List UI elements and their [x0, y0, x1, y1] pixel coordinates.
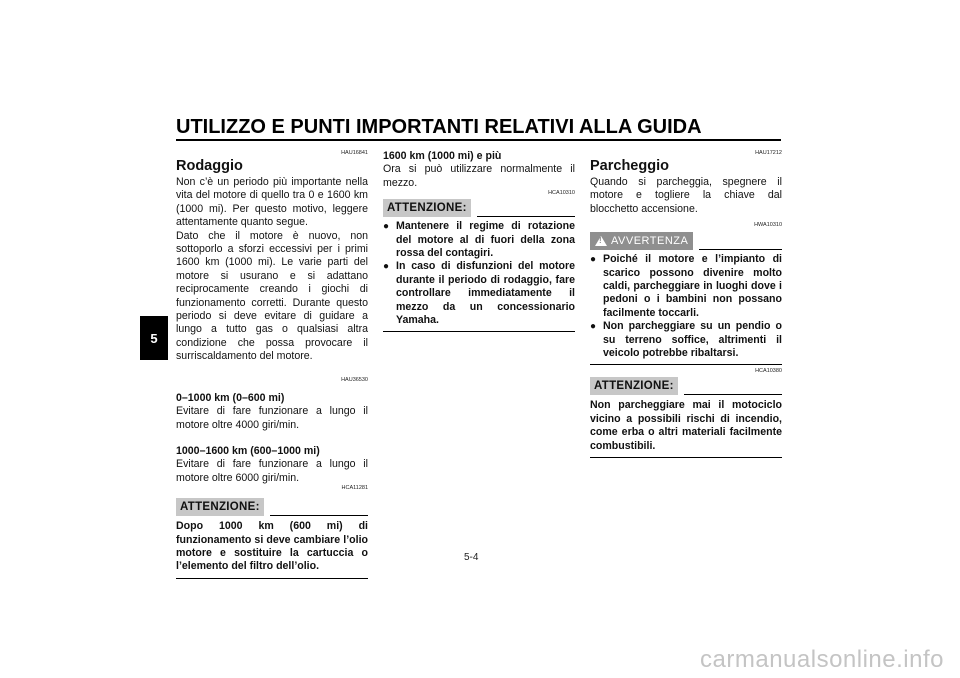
attention-text: Dopo 1000 km (600 mi) di funzionamento si deve cambiare l’olio motore e sostituire la cartuccia o l’elemento del filtro dell’olio. — [176, 520, 368, 573]
attention-header — [176, 498, 368, 516]
warning-triangle-icon — [595, 236, 607, 246]
list-item: ● In caso di disfunzioni del motore durante il periodo di rodaggio, fare controllare immediatamente il mezzo da un concessionario Yamaha. — [383, 260, 575, 327]
divider — [383, 331, 575, 332]
attention-header — [383, 199, 575, 217]
column-1 — [176, 150, 368, 579]
divider — [590, 364, 782, 365]
warning-list — [590, 253, 782, 360]
attention-header — [590, 377, 782, 395]
paragraph: Evitare di fare funzionare a lungo il motore oltre 4000 giri/min. — [176, 405, 368, 431]
watermark: carmanualsonline.info — [700, 646, 944, 673]
attention-text: Non parcheggiare mai il motociclo vicino a possibili rischi di incendio, come erba o altri materiali facilmente combustibili. — [590, 399, 782, 452]
reference-code: HCA10310 — [548, 190, 575, 197]
list-item: ● Mantenere il regime di rotazione del motore al di fuori della zona rossa del contagiri. — [383, 220, 575, 260]
reference-code: HWA10310 — [754, 222, 782, 229]
header-rule — [176, 139, 781, 141]
paragraph: Non c’è un periodo più importante nella vita del motore di quello tra 0 e 1600 km (1000 mi). Per questo motivo, leggere attentamente quanto segue. — [176, 176, 368, 229]
page-number: 5-4 — [464, 552, 479, 563]
paragraph: Evitare di fare funzionare a lungo il motore oltre 6000 giri/min. — [176, 458, 368, 484]
reference-code: HAU16841 — [341, 150, 368, 156]
divider — [699, 249, 782, 250]
warning-header — [590, 232, 782, 250]
warning-badge — [590, 232, 693, 250]
reference-code: HCA10380 — [755, 368, 782, 375]
attention-badge: ATTENZIONE: — [176, 498, 264, 516]
paragraph: Ora si può utilizzare normalmente il mezzo. — [383, 163, 575, 189]
sub-title: 1000–1600 km (600–1000 mi) — [176, 444, 320, 457]
reference-code: HCA11281 — [341, 485, 368, 492]
list-item: ● Non parcheggiare su un pendio o su terreno soffice, altrimenti il veicolo potrebbe ribaltarsi. — [590, 320, 782, 360]
reference-code: HAU36530 — [341, 376, 368, 383]
divider — [270, 515, 368, 516]
attention-badge: ATTENZIONE: — [383, 199, 471, 217]
chapter-tab: 5 — [140, 316, 168, 360]
section-title-parcheggio: Parcheggio — [590, 158, 669, 174]
column-2 — [383, 150, 575, 332]
sub-title: 1600 km (1000 mi) e più — [383, 150, 502, 162]
warning-label: AVVERTENZA — [611, 235, 689, 248]
paragraph: Dato che il motore è nuovo, non sottoporlo a sforzi eccessivi per i primi 1600 km (1000 mi). Le varie parti del motore si usurano e si adattano reciprocamente creando i giochi di funzionamento corretti. Durante questo periodo si deve evitare di guidare a lungo a tutto gas o qualsiasi altra condizione che possa provocare il surriscaldamento del motore. — [176, 229, 368, 363]
divider — [684, 394, 782, 395]
divider — [590, 457, 782, 458]
paragraph: Quando si parcheggia, spegnere il motore e togliere la chiave dal blocchetto accensione. — [590, 176, 782, 215]
attention-badge: ATTENZIONE: — [590, 377, 678, 395]
divider — [477, 216, 575, 217]
reference-code: HAU17212 — [755, 150, 782, 156]
attention-list — [383, 220, 575, 327]
column-3 — [590, 150, 782, 458]
divider — [176, 578, 368, 579]
sub-title: 0–1000 km (0–600 mi) — [176, 391, 285, 404]
page-header-title: UTILIZZO E PUNTI IMPORTANTI RELATIVI ALLA GUIDA — [176, 116, 702, 138]
section-title-rodaggio: Rodaggio — [176, 158, 243, 174]
list-item: ● Poiché il motore e l’impianto di scarico possono divenire molto caldi, parcheggiare in luoghi dove i pedoni o i bambini non possano facilmente toccarli. — [590, 253, 782, 320]
